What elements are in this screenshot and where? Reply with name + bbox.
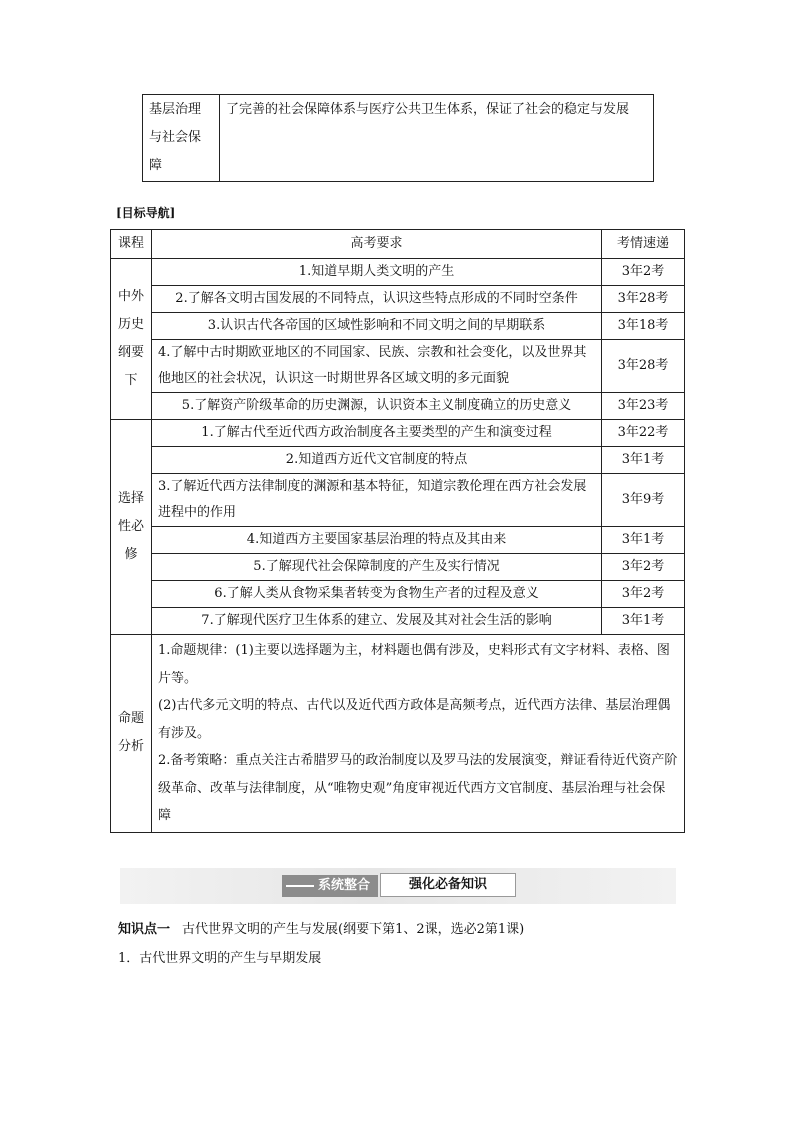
requirement-cell: 3.了解近代西方法律制度的渊源和基本特征，知道宗教伦理在西方社会发展进程中的作用 (152, 474, 602, 527)
table-row (111, 286, 685, 313)
requirement-cell: 4.知道西方主要国家基层治理的特点及其由来 (152, 527, 602, 554)
subheading: 1．古代世界文明的产生与早期发展 (118, 951, 322, 966)
course-cell (111, 259, 152, 420)
exam-cell: 3年9考 (602, 474, 685, 527)
exam-cell: 3年28考 (602, 340, 685, 393)
knowledge-point-label: 知识点一 (118, 922, 171, 937)
course-cell (111, 635, 152, 833)
table-row (111, 259, 685, 286)
course-cell (111, 420, 152, 635)
table-row (111, 527, 685, 554)
table-row (111, 340, 685, 393)
knowledge-point-heading (118, 918, 524, 937)
table-row (143, 95, 654, 182)
exam-cell: 3年1考 (602, 527, 685, 554)
requirement-cell: 4.了解中古时期欧亚地区的不同国家、民族、宗教和社会变化，以及世界其他地区的社会状况，认识这一时期世界各区域文明的多元面貌 (152, 340, 602, 393)
table-row (111, 608, 685, 635)
course-line: 中外 (117, 289, 144, 304)
course-line: 命题 (117, 711, 144, 727)
row-value: 了完善的社会保障体系与医疗公共卫生体系，保证了社会的稳定与发展 (220, 95, 654, 182)
exam-cell: 3年2考 (602, 581, 685, 608)
requirement-cell: 5.了解现代社会保障制度的产生及实行情况 (152, 554, 602, 581)
table-row (111, 474, 685, 527)
row-key-line: 障 (149, 158, 163, 173)
requirement-cell: 1.知道早期人类文明的产生 (152, 259, 602, 286)
requirement-cell: 7.了解现代医疗卫生体系的建立、发展及其对社会生活的影响 (152, 608, 602, 635)
course-line: 纲要 (117, 345, 144, 360)
analysis-paragraph: 1.命题规律：(1)主要以选择题为主，材料题也偶有涉及，史料形式有文字材料、表格、图片等。 (158, 643, 670, 686)
analysis-cell (152, 635, 685, 833)
exam-cell: 3年22考 (602, 420, 685, 447)
exam-cell: 3年18考 (602, 313, 685, 340)
table-row (111, 635, 685, 833)
table-row (111, 393, 685, 420)
exam-cell: 3年1考 (602, 608, 685, 635)
table-row (111, 313, 685, 340)
course-line: 性必 (117, 519, 144, 534)
row-key (143, 95, 220, 182)
requirement-cell: 1.了解古代至近代西方政治制度各主要类型的产生和演变过程 (152, 420, 602, 447)
course-line: 选择 (117, 491, 144, 506)
table-row (111, 554, 685, 581)
banner-right-label: 强化必备知识 (380, 873, 516, 897)
table-header-row (111, 230, 685, 259)
section-label: [目标导航] (116, 206, 176, 220)
header-requirement: 高考要求 (152, 230, 602, 259)
requirement-cell: 2.了解各文明古国发展的不同特点，认识这些特点形成的不同时空条件 (152, 286, 602, 313)
exam-cell: 3年1考 (602, 447, 685, 474)
table-row (111, 420, 685, 447)
row-key-line: 与社会保 (149, 130, 202, 145)
banner-left-label: 系统整合 (282, 875, 378, 897)
exam-cell: 3年28考 (602, 286, 685, 313)
course-line: 历史 (117, 317, 144, 332)
course-line: 修 (124, 547, 138, 562)
course-line: 分析 (117, 739, 144, 755)
table-row (111, 581, 685, 608)
section-banner (120, 868, 676, 904)
requirement-cell: 5.了解资产阶级革命的历史渊源，认识资本主义制度确立的历史意义 (152, 393, 602, 420)
exam-cell: 3年2考 (602, 554, 685, 581)
header-course: 课程 (111, 230, 152, 259)
course-line: 下 (124, 373, 138, 388)
row-key-line: 基层治理 (149, 102, 202, 117)
top-table (142, 94, 654, 182)
requirement-cell: 3.认识古代各帝国的区域性影响和不同文明之间的早期联系 (152, 313, 602, 340)
requirement-cell: 6.了解人类从食物采集者转变为食物生产者的过程及意义 (152, 581, 602, 608)
requirement-cell: 2.知道西方近代文官制度的特点 (152, 447, 602, 474)
analysis-paragraph: (2)古代多元文明的特点、古代以及近代西方政体是高频考点，近代西方法律、基层治理偶有涉及。 (158, 698, 671, 741)
goal-table (110, 229, 685, 833)
header-exam: 考情速递 (602, 230, 685, 259)
table-row (111, 447, 685, 474)
exam-cell: 3年23考 (602, 393, 685, 420)
knowledge-point-text: 古代世界文明的产生与发展(纲要下第1、2课，选必2第1课) (182, 922, 525, 937)
exam-cell: 3年2考 (602, 259, 685, 286)
analysis-paragraph: 2.备考策略：重点关注古希腊罗马的政治制度以及罗马法的发展演变，辩证看待近代资产阶级革命、改革与法律制度，从“唯物史观”角度审视近代西方文官制度、基层治理与社会保障 (158, 753, 678, 823)
